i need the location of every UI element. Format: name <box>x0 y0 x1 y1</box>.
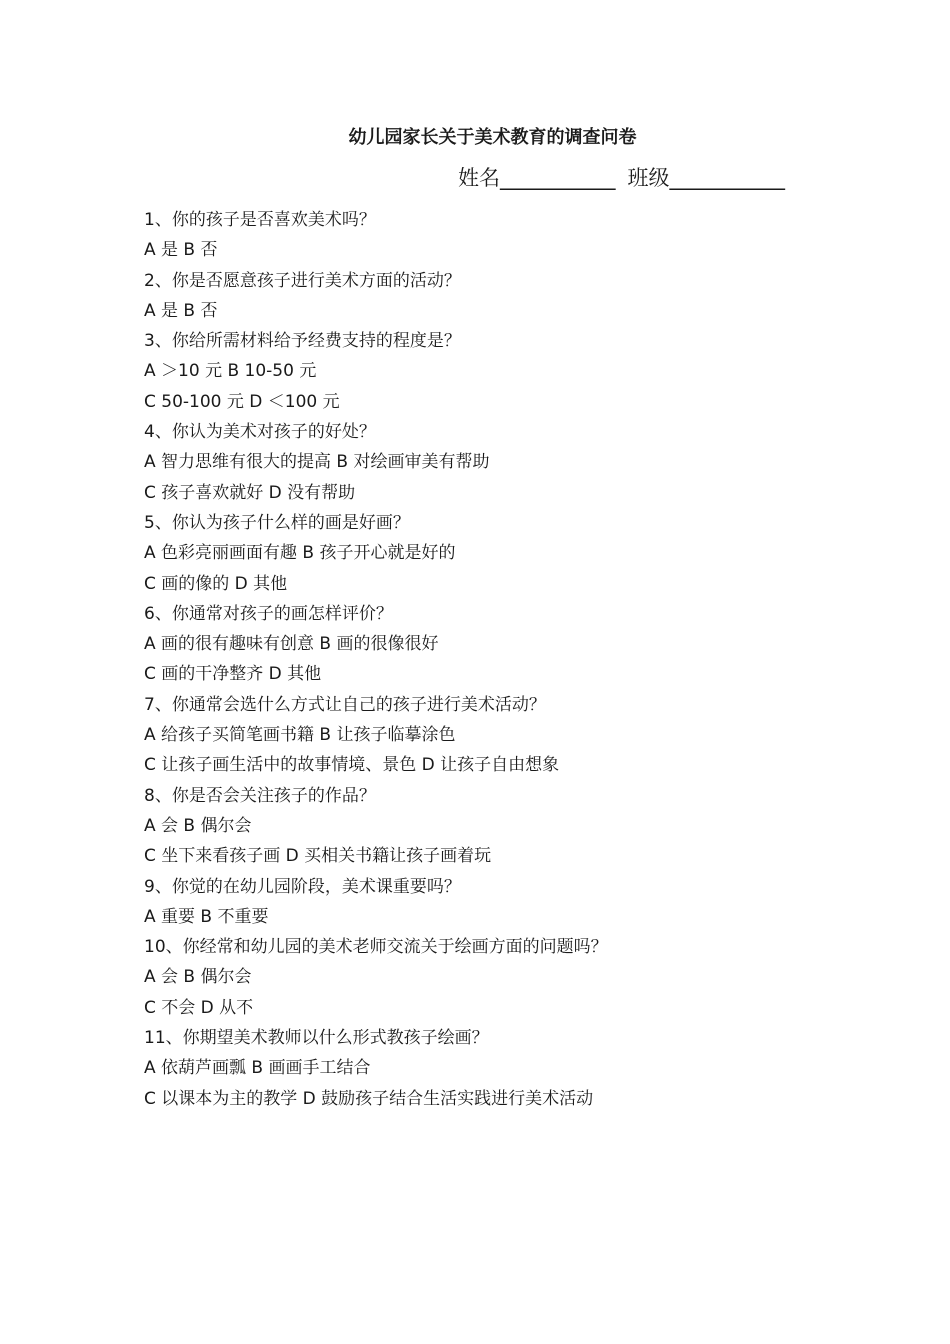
question-5: 5、你认为孩子什么样的画是好画？ <box>144 512 410 533</box>
question-10: 10、你经常和幼儿园的美术老师交流关于绘画方面的问题吗？ <box>144 937 608 958</box>
question-6-options-cd: C 画的干净整齐 D 其他 <box>144 664 322 685</box>
question-7-options-ab: A 给孩子买简笔画书籍 B 让孩子临摹涂色 <box>144 725 456 746</box>
question-3-options-ab: A ＞10 元 B 10-50 元 <box>144 361 317 382</box>
question-5-options-cd: C 画的像的 D 其他 <box>144 573 288 594</box>
question-6: 6、你通常对孩子的画怎样评价？ <box>144 603 393 624</box>
question-10-options-ab: A 会 B 偶尔会 <box>144 967 252 988</box>
question-4-options-cd: C 孩子喜欢就好 D 没有帮助 <box>144 482 356 503</box>
question-1: 1、你的孩子是否喜欢美术吗？ <box>144 210 376 230</box>
question-11: 11、你期望美术教师以什么形式教孩子绘画？ <box>144 1028 489 1049</box>
question-8-options-ab: A 会 B 偶尔会 <box>144 815 252 836</box>
question-11-options-cd: C 以课本为主的教学 D 鼓励孩子结合生活实践进行美术活动 <box>144 1088 594 1109</box>
question-6-options-ab: A 画的很有趣味有创意 B 画的很像很好 <box>144 634 439 655</box>
question-9: 9、你觉的在幼儿园阶段，美术课重要吗？ <box>144 876 461 897</box>
question-7-options-cd: C 让孩子画生活中的故事情境、景色 D 让孩子自由想象 <box>144 755 560 776</box>
question-1-options: A 是 B 否 <box>144 240 218 261</box>
name-field: 姓名___________ <box>458 166 616 190</box>
document-title: 幼儿园家长关于美术教育的调查问卷 <box>348 127 637 148</box>
question-list <box>144 205 608 1114</box>
question-2: 2、你是否愿意孩子进行美术方面的活动？ <box>144 270 461 291</box>
question-8: 8、你是否会关注孩子的作品？ <box>144 785 376 806</box>
question-4: 4、你认为美术对孩子的好处？ <box>144 422 376 443</box>
question-9-options: A 重要 B 不重要 <box>144 906 269 927</box>
question-3: 3、你给所需材料给予经费支持的程度是？ <box>144 331 461 352</box>
question-8-options-cd: C 坐下来看孩子画 D 买相关书籍让孩子画着玩 <box>144 846 492 867</box>
student-info-line <box>458 163 785 193</box>
question-3-options-cd: C 50-100 元 D ＜100 元 <box>144 391 340 412</box>
question-11-options-ab: A 依葫芦画瓢 B 画画手工结合 <box>144 1058 371 1079</box>
question-2-options: A 是 B 否 <box>144 300 218 321</box>
question-4-options-ab: A 智力思维有很大的提高 B 对绘画审美有帮助 <box>144 452 490 473</box>
question-7: 7、你通常会选什么方式让自己的孩子进行美术活动？ <box>144 694 546 715</box>
question-5-options-ab: A 色彩亮丽画面有趣 B 孩子开心就是好的 <box>144 543 456 564</box>
class-field: 班级___________ <box>627 166 785 190</box>
question-10-options-cd: C 不会 D 从不 <box>144 997 254 1018</box>
